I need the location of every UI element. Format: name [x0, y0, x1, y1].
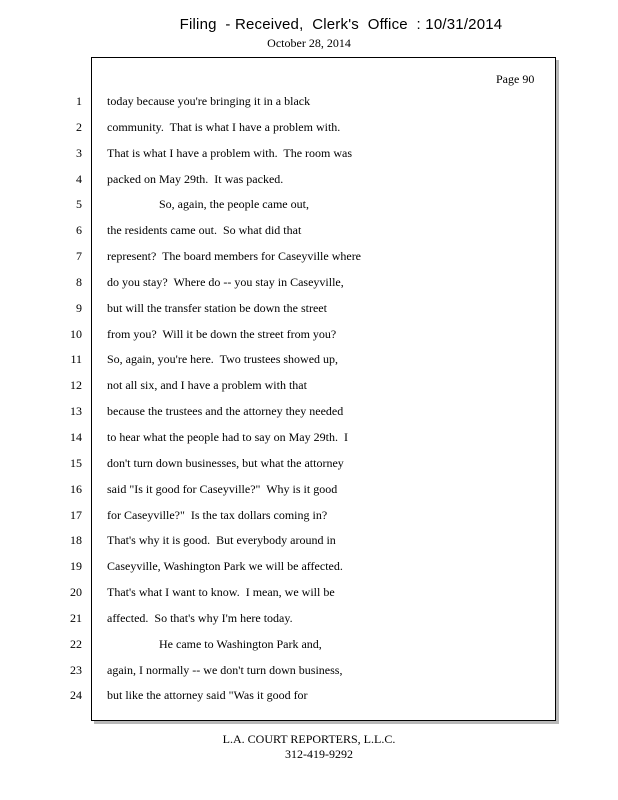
transcript-line: do you stay? Where do -- you stay in Caseyville, [107, 274, 344, 289]
page-footer [0, 732, 618, 762]
transcript-line: the residents came out. So what did that [107, 223, 302, 238]
line-number: 19 [70, 559, 82, 574]
transcript-line: That is what I have a problem with. The room was [107, 145, 353, 160]
line-number: 20 [70, 585, 82, 600]
reporter-company: L.A. COURT REPORTERS, L.L.C. [222, 732, 396, 746]
transcript-line: He came to Washington Park and, [159, 636, 322, 651]
transcript-line: don't turn down businesses, but what the attorney [107, 455, 344, 470]
line-number: 11 [70, 352, 82, 367]
transcript-date: October 28, 2014 [267, 36, 351, 50]
line-number: 18 [70, 533, 82, 548]
transcript-line: again, I normally -- we don't turn down business, [107, 662, 343, 677]
transcript-line: from you? Will it be down the street from you? [107, 326, 337, 341]
line-number: 2 [76, 119, 82, 134]
transcript-line: packed on May 29th. It was packed. [107, 171, 284, 186]
line-number: 3 [76, 145, 82, 160]
line-number-column [60, 93, 82, 713]
line-number: 6 [76, 223, 82, 238]
line-number: 22 [70, 636, 82, 651]
transcript-line: to hear what the people had to say on May 29th. I [107, 429, 348, 444]
transcript-line: That's why it is good. But everybody around in [107, 533, 336, 548]
line-number: 4 [76, 171, 82, 186]
transcript-line: for Caseyville?" Is the tax dollars coming in? [107, 507, 328, 522]
line-number: 12 [70, 378, 82, 393]
line-number: 9 [76, 300, 82, 315]
transcript-line: Caseyville, Washington Park we will be affected. [107, 559, 343, 574]
line-number: 8 [76, 274, 82, 289]
transcript-line: represent? The board members for Caseyville where [107, 249, 362, 264]
page-number: Page 90 [496, 72, 535, 86]
transcript-line: said "Is it good for Caseyville?" Why is it good [107, 481, 338, 496]
line-number: 17 [70, 507, 82, 522]
reporter-phone: 312-419-9292 [285, 747, 353, 761]
line-number: 13 [70, 404, 82, 419]
line-number: 1 [76, 94, 82, 108]
filing-stamp: Filing - Received, Clerk's Office : 10/31/2014 [179, 16, 503, 33]
line-number: 14 [70, 429, 82, 444]
line-number: 21 [70, 610, 82, 625]
line-number: 24 [70, 688, 82, 703]
transcript-line: community. That is what I have a problem with. [107, 119, 341, 134]
transcript-line: That's what I want to know. I mean, we will be [107, 585, 335, 600]
transcript-line: affected. So that's why I'm here today. [107, 610, 293, 625]
transcript-line: So, again, the people came out, [159, 197, 309, 212]
line-number: 5 [76, 197, 82, 212]
transcript-line: because the trustees and the attorney they needed [107, 404, 344, 419]
line-number: 7 [76, 249, 82, 264]
transcript-line: today because you're bringing it in a black [107, 94, 311, 108]
transcript-line: but will the transfer station be down the street [107, 300, 327, 315]
transcript-line: not all six, and I have a problem with that [107, 378, 307, 393]
line-number: 23 [70, 662, 82, 677]
transcript-line: but like the attorney said "Was it good for [107, 688, 308, 703]
transcript-text [107, 93, 547, 713]
line-number: 16 [70, 481, 82, 496]
transcript-line: So, again, you're here. Two trustees showed up, [107, 352, 339, 367]
line-number: 10 [70, 326, 82, 341]
line-number: 15 [70, 455, 82, 470]
